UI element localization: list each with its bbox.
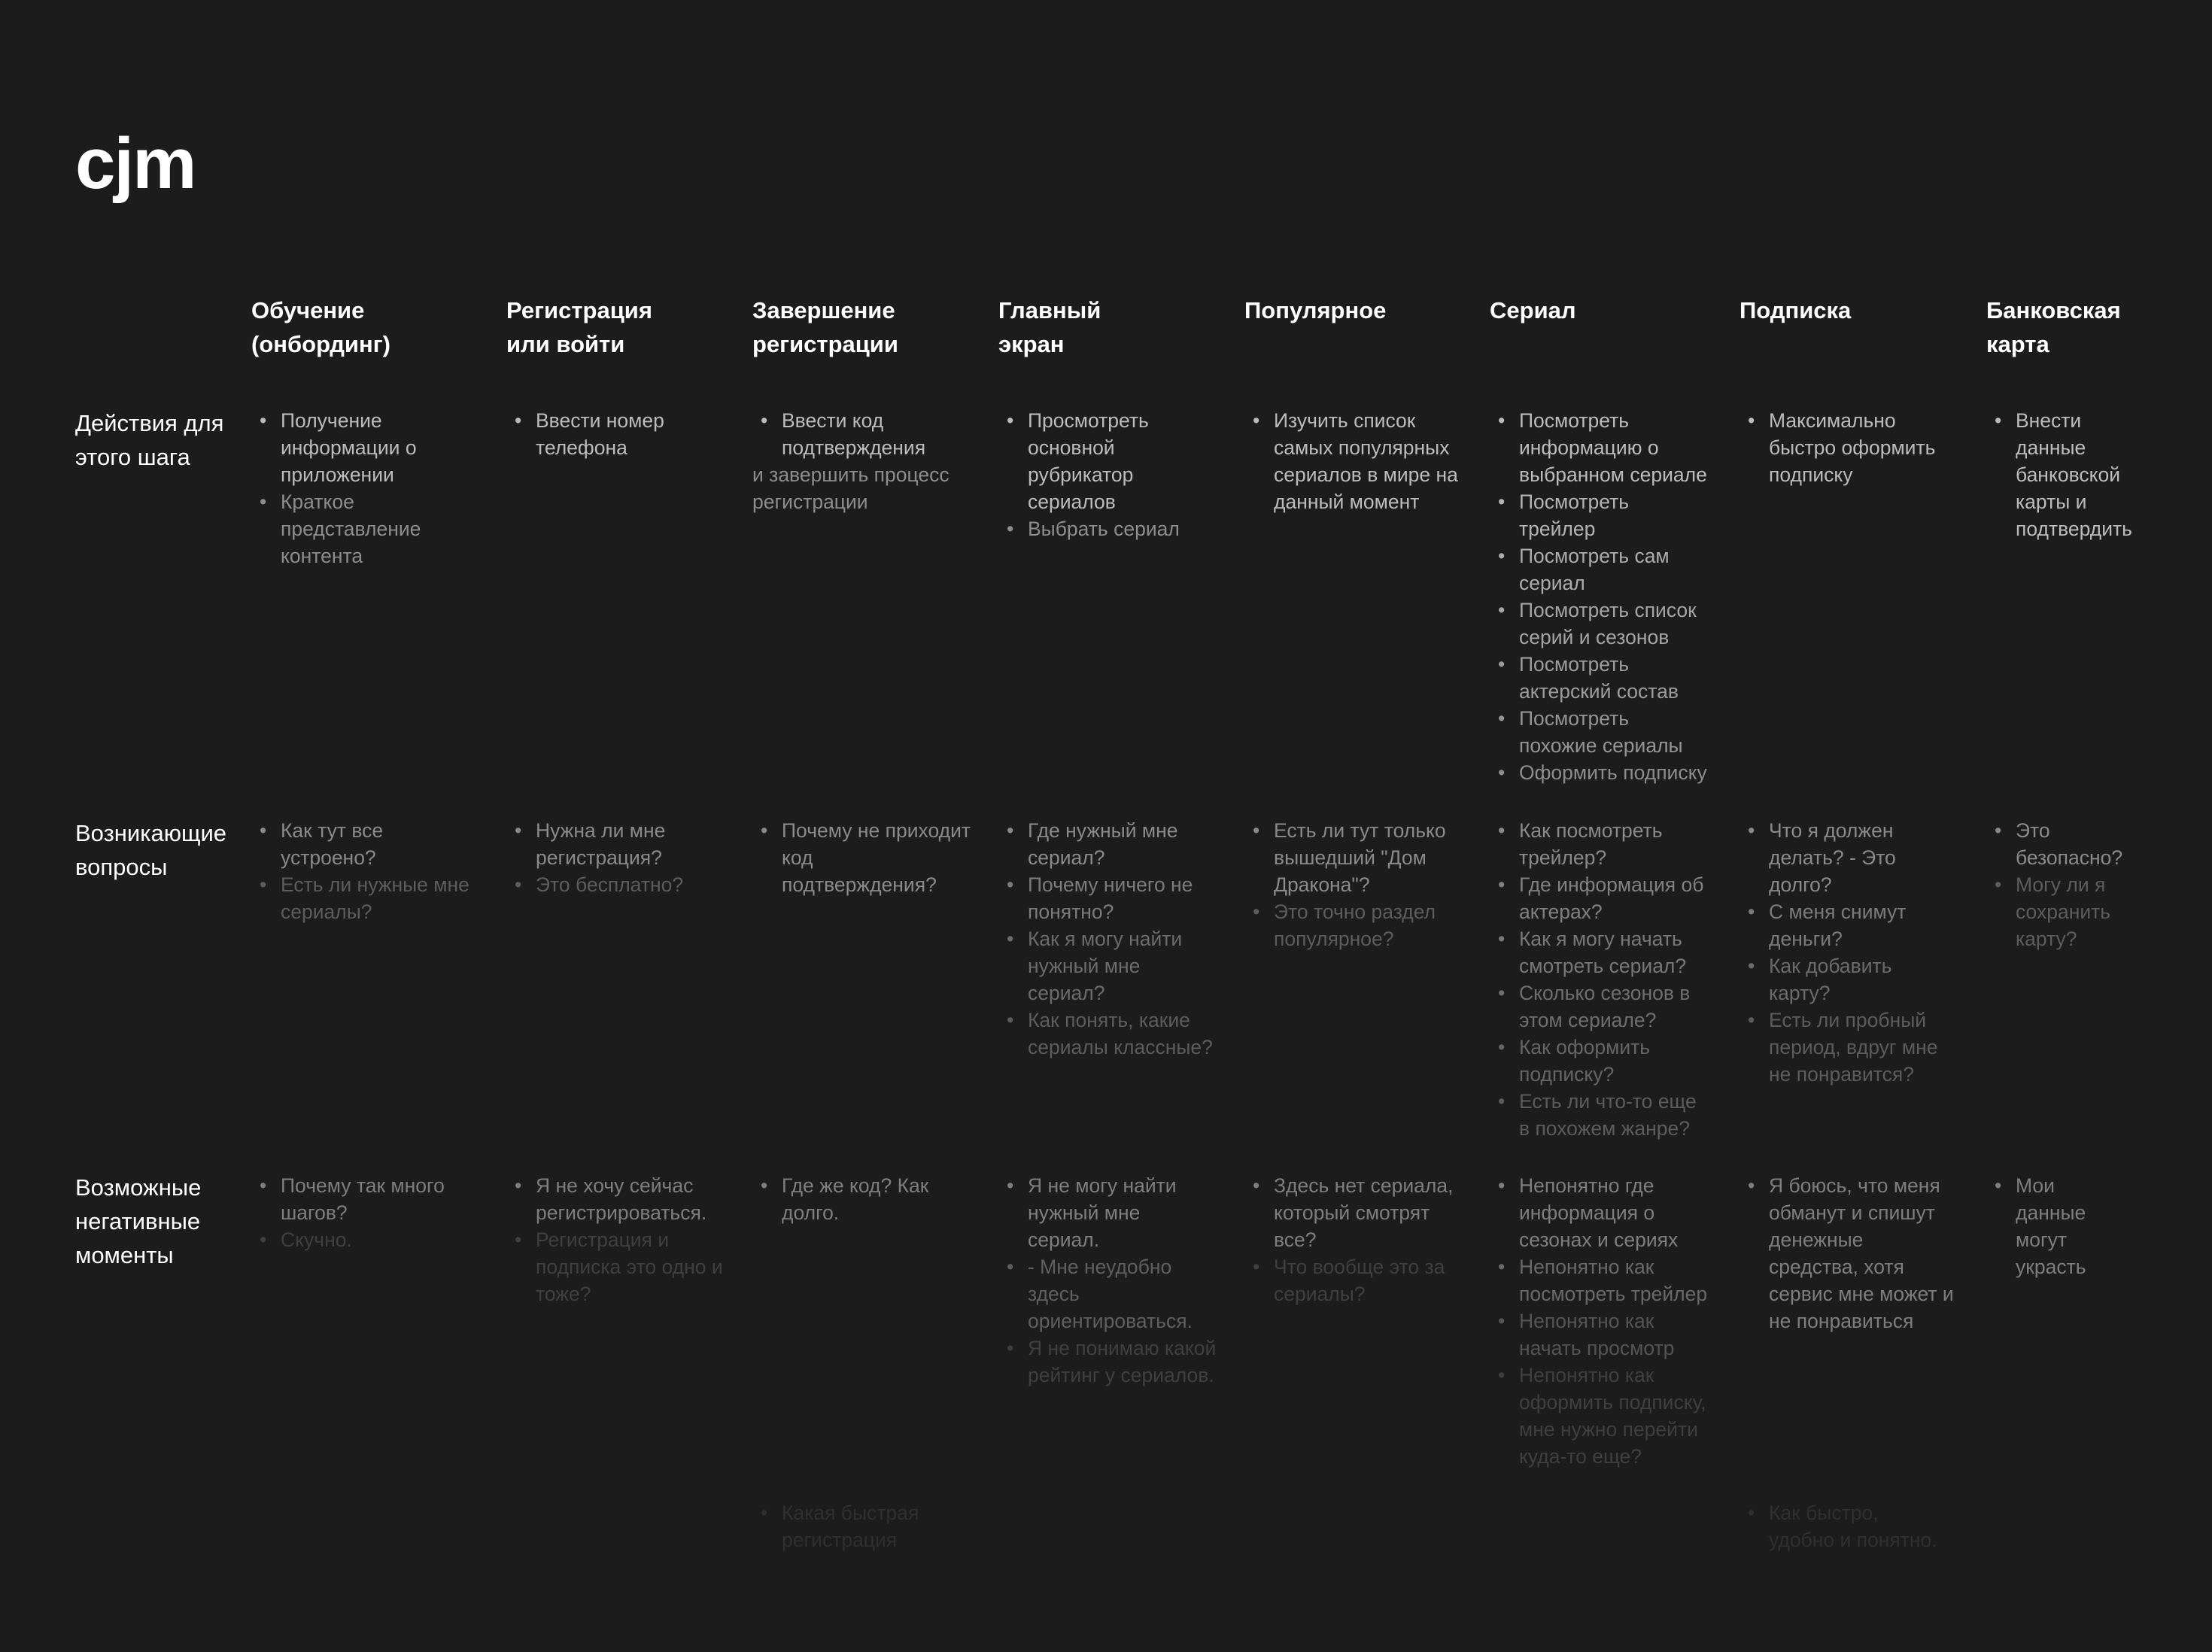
page-title: cjm — [75, 123, 196, 204]
faded-note — [1740, 1499, 1943, 1553]
actions-cell — [506, 407, 725, 461]
question-item: • Как посмотреть трейлер? — [1490, 817, 1708, 871]
negatives-cell — [1986, 1172, 2107, 1280]
questions-cell — [1986, 817, 2123, 952]
question-item: • С меня снимут деньги? — [1740, 898, 1958, 952]
negatives-cell — [251, 1172, 469, 1253]
negative-item: • Я боюсь, что меня обманут и спишут денежные средства, хотя сервис мне может и не понравиться — [1740, 1172, 1958, 1335]
question-item: • Что я должен делать? - Это долго? — [1740, 817, 1958, 898]
question-item: • Как добавить карту? — [1740, 952, 1958, 1007]
question-item: • Как оформить подписку? — [1490, 1034, 1708, 1088]
column-header: Банковская карта — [1986, 297, 2121, 357]
negative-item: • Я не могу найти нужный мне сериал. — [998, 1172, 1217, 1253]
negatives-cell — [1740, 1172, 1958, 1335]
column-header: Обучение (онбординг) — [251, 297, 390, 357]
question-item: • Как я могу найти нужный мне сериал? — [998, 925, 1217, 1007]
negatives-cell — [1244, 1172, 1463, 1307]
question-item: • Где информация об актерах? — [1490, 871, 1708, 925]
negative-item: • Непонятно как начать просмотр — [1490, 1307, 1708, 1362]
action-item: • Посмотреть трейлер — [1490, 488, 1708, 542]
actions-cell — [998, 407, 1217, 542]
negative-item: • Мои данные могут украсть — [1986, 1172, 2107, 1280]
actions-cell — [251, 407, 469, 569]
question-item: • Сколько сезонов в этом сериале? — [1490, 979, 1708, 1034]
row-label: Возникающие вопросы — [75, 820, 227, 880]
question-item: • Есть ли нужные мне сериалы? — [251, 871, 469, 925]
question-item: • Нужна ли мне регистрация? — [506, 817, 725, 871]
question-item: • Это безопасно? — [1986, 817, 2107, 871]
action-item: • Ввести код подтверждения — [752, 407, 971, 461]
question-item: • Как понять, какие сериалы классные? — [998, 1007, 1217, 1061]
questions-cell — [1740, 817, 1958, 1088]
questions-cell — [1244, 817, 1463, 952]
action-item: • Оформить подписку — [1490, 759, 1708, 786]
action-item: • Изучить список самых популярных сериалов в мире на данный момент — [1244, 407, 1463, 515]
questions-cell — [998, 817, 1217, 1061]
actions-cell — [1490, 407, 1708, 786]
question-item: • Почему ничего не понятно? — [998, 871, 1217, 925]
action-item: • Посмотреть список серий и сезонов — [1490, 597, 1708, 651]
question-item: • Где нужный мне сериал? — [998, 817, 1217, 871]
negatives-cell — [998, 1172, 1217, 1389]
question-item: • Это бесплатно? — [506, 871, 725, 898]
column-header: Завершение регистрации — [752, 297, 898, 357]
action-item: • Выбрать сериал — [998, 515, 1217, 542]
questions-cell — [1490, 817, 1708, 1142]
negative-item: • Непонятно где информация о сезонах и сериях — [1490, 1172, 1708, 1253]
actions-cell — [1244, 407, 1463, 515]
question-item: • Как я могу начать смотреть сериал? — [1490, 925, 1708, 979]
action-item: • Ввести номер телефона — [506, 407, 725, 461]
column-header: Подписка — [1740, 297, 1852, 323]
questions-cell — [752, 817, 971, 898]
negative-item: • Скучно. — [251, 1226, 469, 1253]
action-item: • Краткое представление контента — [251, 488, 469, 569]
actions-cell — [1740, 407, 1958, 488]
action-item: • Посмотреть актерский состав — [1490, 651, 1708, 705]
actions-cell — [752, 407, 971, 515]
question-item: • Есть ли что-то еще в похожем жанре? — [1490, 1088, 1708, 1142]
row-label: Действия для этого шага — [75, 410, 224, 470]
question-item: • Могу ли я сохранить карту? — [1986, 871, 2107, 952]
actions-cell — [1986, 407, 2132, 542]
question-item: • Как тут все устроено? — [251, 817, 469, 871]
question-item: • Есть ли пробный период, вдруг мне не понравится? — [1740, 1007, 1958, 1088]
action-item: и завершить процесс регистрации — [752, 463, 950, 513]
faded-note — [752, 1499, 956, 1553]
negatives-cell — [1490, 1172, 1708, 1470]
negative-item: • Что вообще это за сериалы? — [1244, 1253, 1463, 1307]
negative-item: • Регистрация и подписка это одно и тоже? — [506, 1226, 725, 1307]
action-item: • Посмотреть информацию о выбранном сериале — [1490, 407, 1708, 488]
question-item: • Это точно раздел популярное? — [1244, 898, 1463, 952]
column-header: Регистрация или войти — [506, 297, 652, 357]
questions-cell — [506, 817, 725, 898]
action-item: • Посмотреть похожие сериалы — [1490, 705, 1708, 759]
action-item: • Внести данные банковской карты и подтвердить — [1986, 407, 2107, 542]
negative-item: • - Мне неудобно здесь ориентироваться. — [998, 1253, 1217, 1335]
column-header: Сериал — [1490, 297, 1576, 323]
column-header: Главный экран — [998, 297, 1101, 357]
negative-item: • Почему так много шагов? — [251, 1172, 469, 1226]
negative-item: • Я не хочу сейчас регистрироваться. — [506, 1172, 725, 1226]
action-item: • Посмотреть сам сериал — [1490, 542, 1708, 597]
question-item: • Есть ли тут только вышедший "Дом Дракона"? — [1244, 817, 1463, 898]
column-header: Популярное — [1244, 297, 1387, 323]
negative-item: • Здесь нет сериала, который смотрят все? — [1244, 1172, 1463, 1253]
negatives-cell — [752, 1172, 971, 1226]
action-item: • Максимально быстро оформить подписку — [1740, 407, 1958, 488]
negative-item: • Непонятно как посмотреть трейлер — [1490, 1253, 1708, 1307]
questions-cell — [251, 817, 469, 925]
action-item: • Получение информации о приложении — [251, 407, 469, 488]
negative-item: • Я не понимаю какой рейтинг у сериалов. — [998, 1335, 1217, 1389]
faded-note-item: • Какая быстрая регистрация — [752, 1499, 956, 1553]
question-item: • Почему не приходит код подтверждения? — [752, 817, 971, 898]
negative-item: • Непонятно как оформить подписку, мне нужно перейти куда-то еще? — [1490, 1362, 1708, 1470]
row-label: Возможные негативные моменты — [75, 1174, 202, 1268]
faded-note-item: • Как быстро, удобно и понятно. — [1740, 1499, 1943, 1553]
negatives-cell — [506, 1172, 725, 1307]
action-item: • Просмотреть основной рубрикатор сериалов — [998, 407, 1217, 515]
negative-item: • Где же код? Как долго. — [752, 1172, 971, 1226]
